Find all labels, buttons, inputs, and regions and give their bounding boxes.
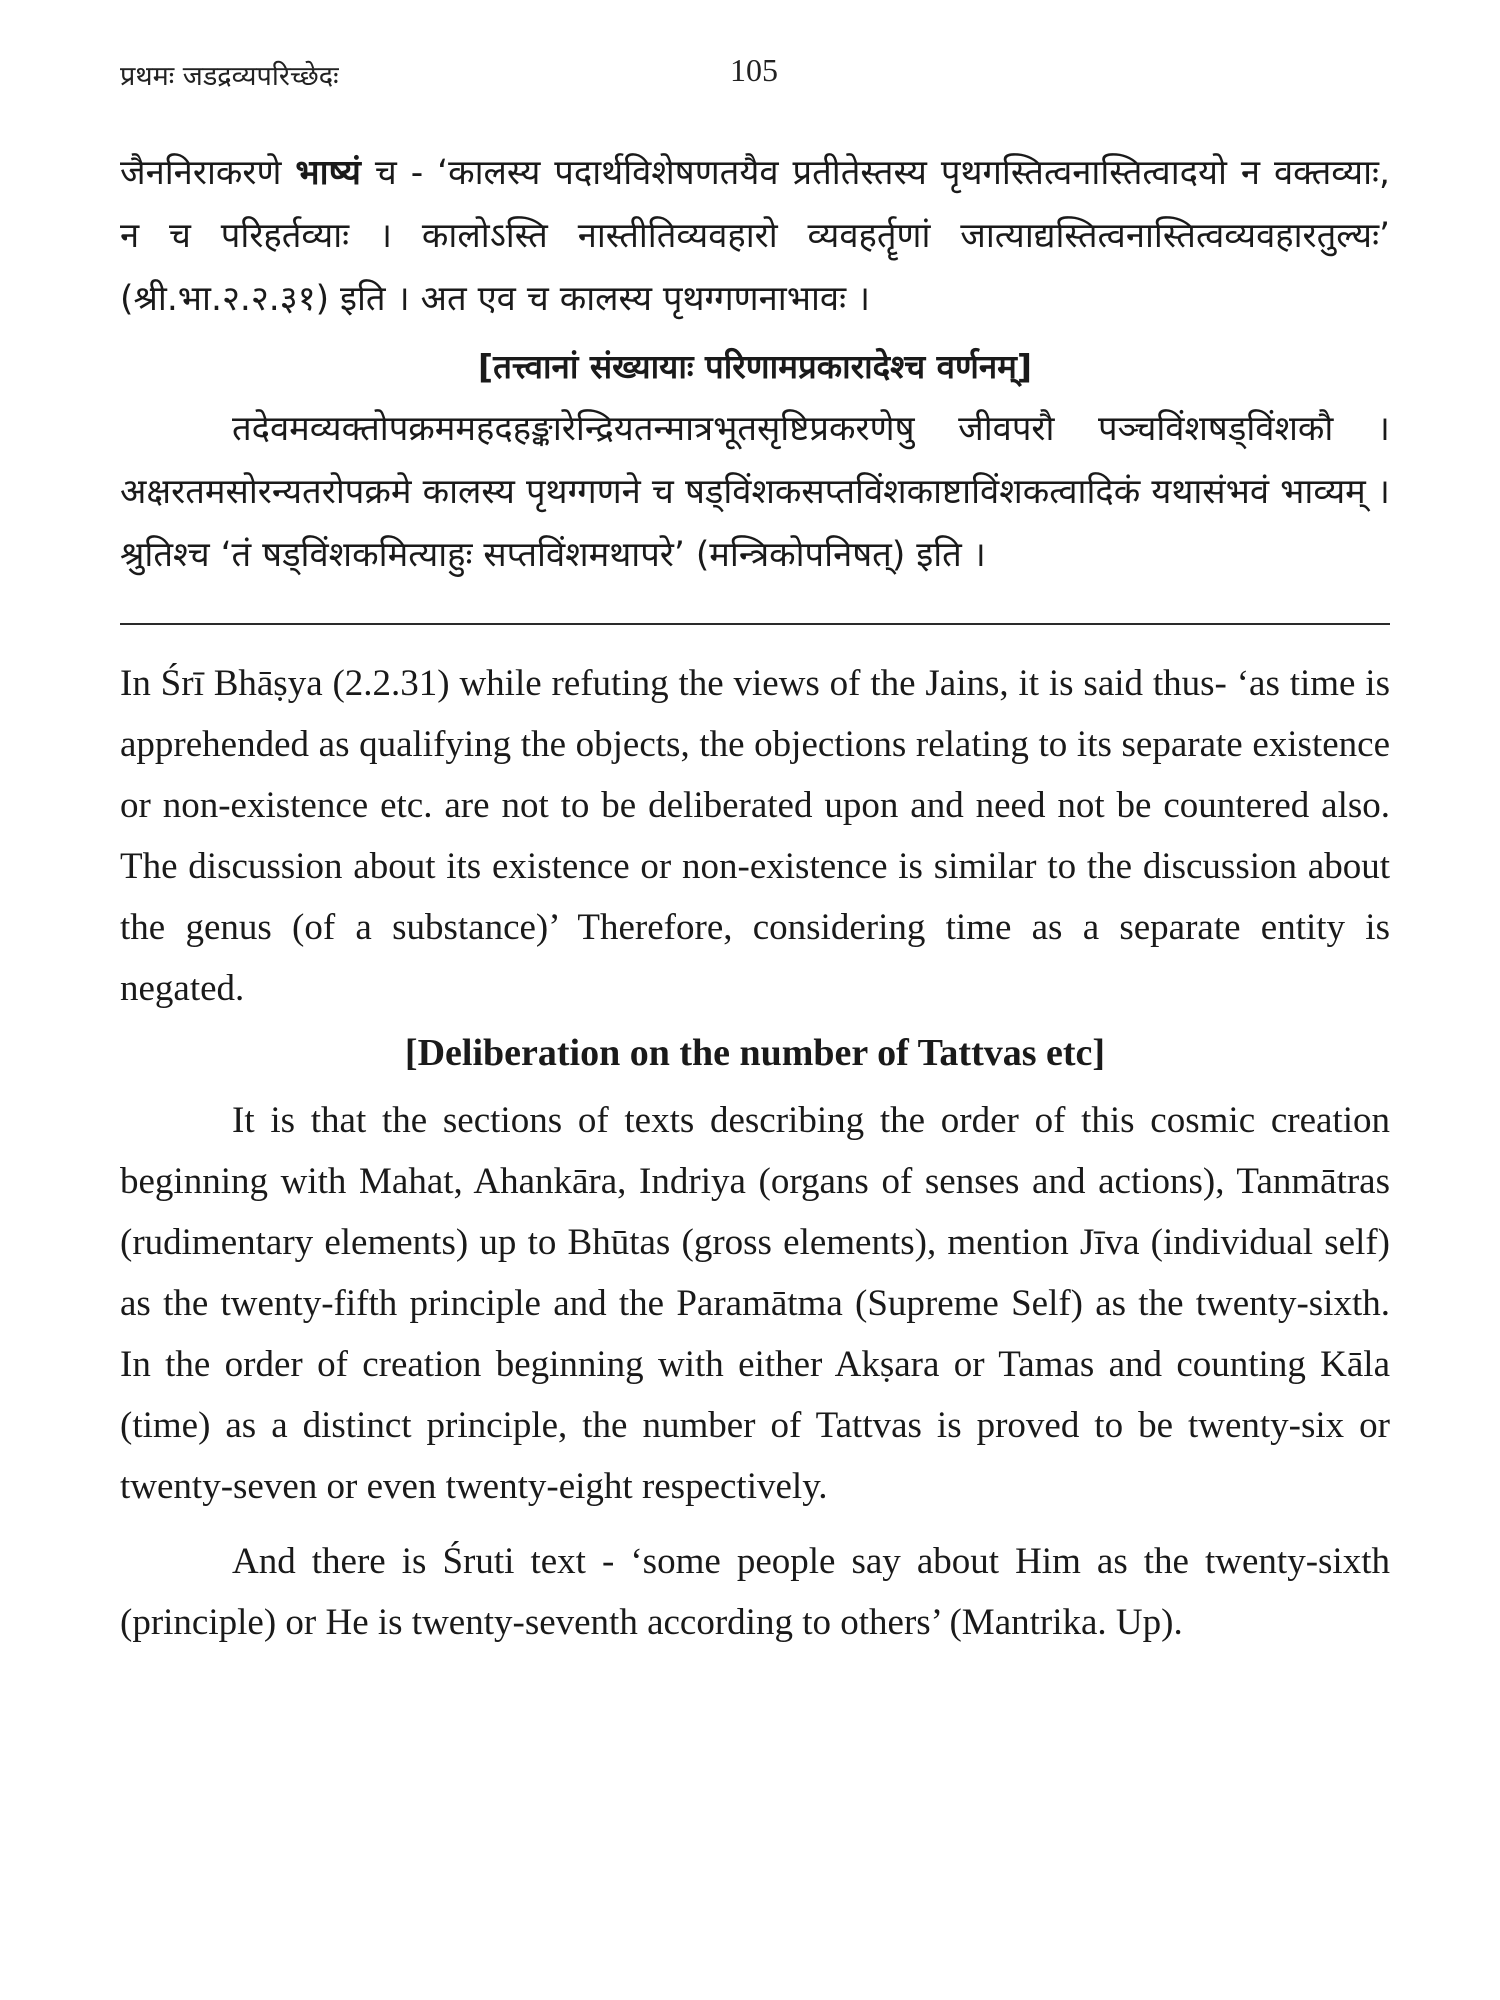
- book-page: [120, 52, 1390, 1653]
- sanskrit-paragraph-2: तदेवमव्यक्तोपक्रममहदहङ्कारेन्द्रियतन्मात्रभूतसृष्टिप्रकरणेषु जीवपरौ पञ्चविंशषड्विंशकौ । अक्षरतमसोरन्यतरोपक्रमे कालस्य पृथग्गणने च षड्विंशकसप्तविंशकाष्टाविंशकत्वादिकं यथासंभवं भाव्यम् । श्रुतिश्च ‘तं षड्विंशकमित्याहुः सप्तविंशमथापरे’ (मन्त्रिकोपनिषत्) इति ।: [120, 409, 1390, 575]
- running-title: प्रथमः जडद्रव्यपरिच्छेदः: [120, 61, 339, 92]
- page-number: 105: [730, 52, 778, 88]
- running-header: [120, 52, 1390, 100]
- divider-rule: [120, 623, 1390, 625]
- english-section-heading: [Deliberation on the number of Tattvas etc]: [404, 1032, 1106, 1074]
- english-paragraph-1: In Śrī Bhāṣya (2.2.31) while refuting the views of the Jains, it is said thus- ‘as time is apprehended as qualifying the objects, the objections relating to its separate existence or non-existence etc. are not to be deliberated upon and need not be countered also. The discussion about its existence or non-existence is similar to the discussion about the genus (of a substance)’ Therefore, considering time as a separate entity is negated.: [120, 663, 1390, 1009]
- sanskrit-p1-prefix: जैननिराकरणे: [120, 153, 282, 193]
- sanskrit-p1-bold-word: भाष्यं: [295, 153, 361, 193]
- sanskrit-section-heading: [तत्त्वानां संख्यायाः परिणामप्रकारादेश्च वर्णनम्]: [478, 347, 1032, 386]
- english-paragraph-2: It is that the sections of texts describing the order of this cosmic creation beginning with Mahat, Ahankāra, Indriya (organs of senses and actions), Tanmātras (rudimentary elements) up to Bhūtas (gross elements), mention Jīva (individual self) as the twenty-fifth principle and the Paramātma (Supreme Self) as the twenty-sixth. In the order of creation beginning with either Akṣara or Tamas and counting Kāla (time) as a distinct principle, the number of Tattvas is proved to be twenty-six or twenty-seven or even twenty-eight respectively.: [120, 1100, 1390, 1507]
- sanskrit-paragraph-1: [120, 142, 1390, 331]
- sanskrit-p1-text: च - ‘कालस्य पदार्थविशेषणतयैव प्रतीतेस्तस्य पृथगस्तित्वनास्तित्वादयो न वक्तव्याः, न च परिहर्तव्याः । कालोऽस्ति नास्तीतिव्यवहारो व्यवहर्तॄणां जात्याद्यस्तित्वनास्तित्वव्यवहारतुल्यः’ (श्री.भा.२.२.३१) इति । अत एव च कालस्य पृथग्गणनाभावः ।: [120, 153, 1390, 319]
- english-paragraph-3: And there is Śruti text - ‘some people say about Him as the twenty-sixth (principle) or He is twenty-seventh according to others’ (Mantrika. Up).: [120, 1541, 1390, 1643]
